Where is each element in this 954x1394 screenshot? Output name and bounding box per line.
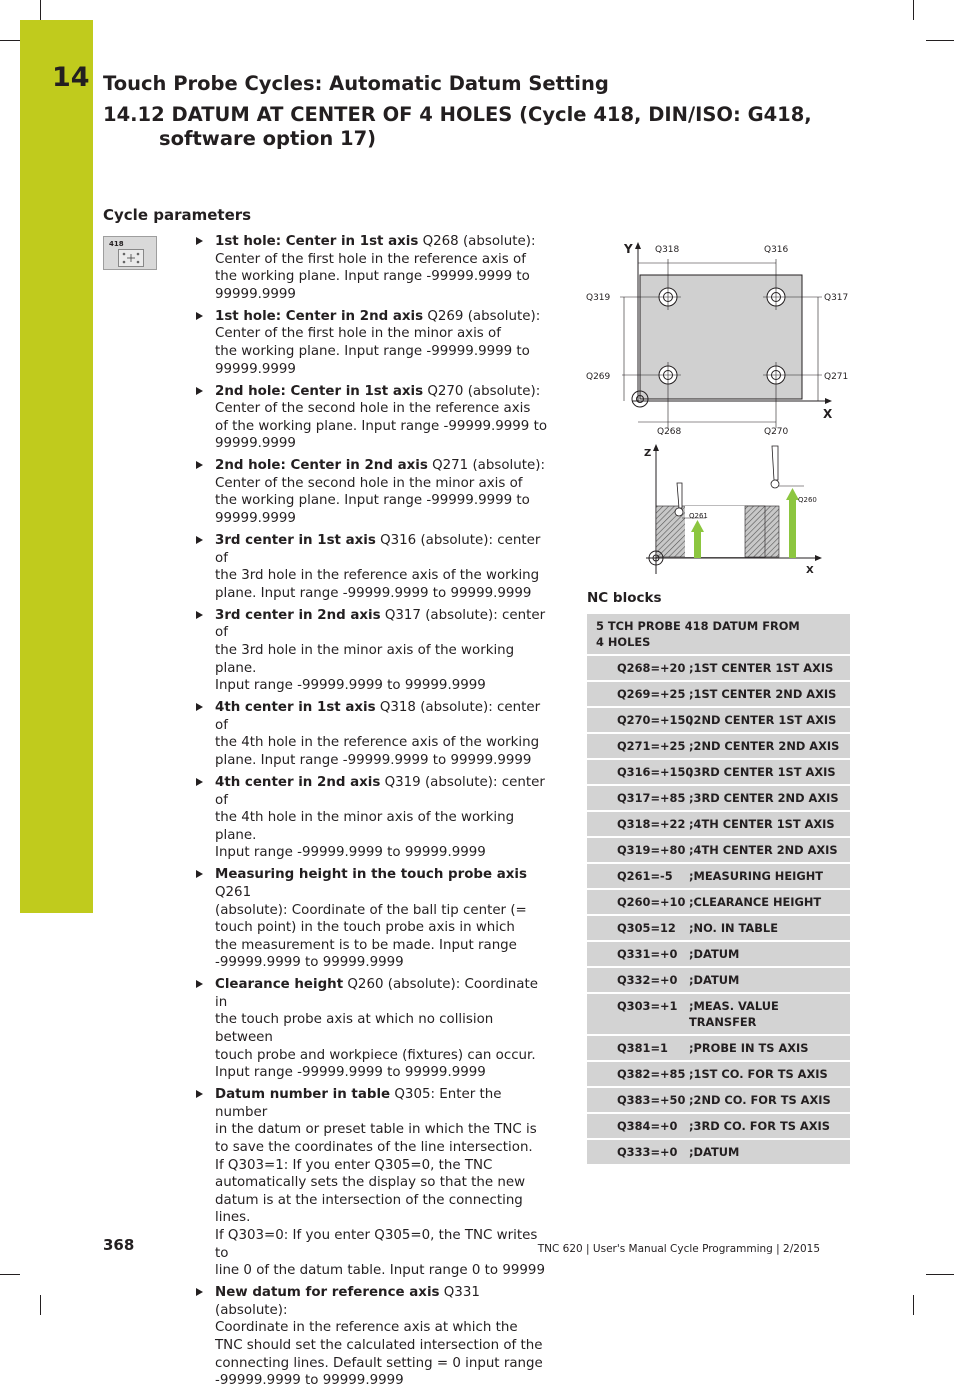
nc-comment: ;3RD CENTER 1ST AXIS [689, 765, 836, 779]
nc-row [587, 890, 850, 916]
nc-comment: ;MEAS. VALUE TRANSFER [689, 999, 779, 1029]
nc-comment: ;NO. IN TABLE [689, 921, 778, 935]
bullet-arrow-icon [196, 387, 203, 395]
parameter-name: 4th center in 2nd axis [215, 774, 381, 790]
chapter-title: Touch Probe Cycles: Automatic Datum Setting [103, 72, 609, 95]
parameter-item [196, 976, 552, 1082]
nc-row [587, 760, 850, 786]
parameter-name: New datum for reference axis [215, 1285, 440, 1301]
bullet-arrow-icon [196, 312, 203, 320]
parameter-description: Q318 (absolute): center of the 4th hole in the reference axis of the working plane. Input range -99999.9999 to 99999.9999 [215, 700, 541, 768]
nc-code: Q303=+1 [617, 999, 678, 1013]
parameter-item [196, 532, 552, 602]
nc-header-row: 5 TCH PROBE 418 DATUM FROM 4 HOLES [587, 614, 850, 656]
parameter-item [196, 308, 552, 378]
section-title-line1: 14.12 DATUM AT CENTER OF 4 HOLES (Cycle 418, DIN/ISO: G418, [103, 103, 812, 126]
parameter-item [196, 457, 552, 527]
nc-code: Q270=+150 [617, 713, 694, 727]
nc-comment: ;DATUM [689, 973, 740, 987]
parameter-item [196, 607, 552, 695]
nc-blocks-table [587, 614, 850, 1166]
nc-code: Q381=1 [617, 1041, 668, 1055]
parameter-item [196, 1086, 552, 1280]
page-number: 368 [103, 1236, 135, 1254]
chapter-sidebar [20, 20, 93, 913]
bullet-arrow-icon [196, 237, 203, 245]
section-title-line2: software option 17) [159, 127, 377, 150]
parameter-item [196, 774, 552, 862]
parameter-name: 1st hole: Center in 1st axis [215, 234, 419, 249]
nc-code: Q316=+150 [617, 765, 694, 779]
nc-row [587, 916, 850, 942]
nc-row [587, 1114, 850, 1140]
dim-label: Q268 [657, 427, 682, 437]
parameter-description: Q317 (absolute): center of the 3rd hole in the minor axis of the working plane. Input range -99999.9999 to 99999.9999 [215, 607, 546, 694]
nc-comment: ;3RD CENTER 2ND AXIS [689, 791, 839, 805]
parameter-item [196, 866, 552, 972]
z-axis-label: Z [644, 448, 652, 459]
parameter-name: Clearance height [215, 977, 344, 993]
nc-code: Q382=+85 [617, 1067, 686, 1081]
nc-code: Q331=+0 [617, 947, 678, 961]
nc-code: Q305=12 [617, 921, 676, 935]
nc-code: Q271=+25 [617, 739, 686, 753]
parameter-name: 2nd hole: Center in 1st axis [215, 383, 424, 399]
x-axis-label: X [823, 407, 833, 421]
nc-comment: ;PROBE IN TS AXIS [689, 1041, 809, 1055]
crop-mark [0, 1274, 20, 1275]
nc-row [587, 682, 850, 708]
y-axis-label: Y [624, 242, 633, 256]
cycle-parameters-heading: Cycle parameters [103, 206, 252, 224]
cycle-icon-label: 418 [109, 240, 124, 248]
parameter-description: Q270 (absolute): Center of the second hole in the reference axis of the working plane. Input range -99999.9999 to 99999.9999 [215, 383, 548, 452]
nc-comment: ;1ST CENTER 2ND AXIS [689, 687, 837, 701]
parameter-item [196, 233, 552, 303]
nc-code: Q318=+22 [617, 817, 686, 831]
nc-code: Q260=+10 [617, 895, 686, 909]
nc-code: Q383=+50 [617, 1093, 686, 1107]
nc-row [587, 1088, 850, 1114]
parameter-item [196, 1284, 552, 1390]
nc-comment: ;2ND CO. FOR TS AXIS [689, 1093, 831, 1107]
parameter-description: Q331 (absolute): Coordinate in the reference axis at which the TNC should set the calculated intersection of the connecting lines. Default setting = 0 input range -99999.9999 to 99999.9999 [215, 1285, 543, 1389]
nc-row [587, 786, 850, 812]
nc-comment: ;4TH CENTER 2ND AXIS [689, 843, 838, 857]
bullet-arrow-icon [196, 1288, 203, 1296]
parameter-item [196, 383, 552, 453]
bullet-arrow-icon [196, 778, 203, 786]
crop-mark [40, 1295, 41, 1315]
parameter-name: 1st hole: Center in 2nd axis [215, 308, 424, 324]
nc-row [587, 942, 850, 968]
crop-mark [913, 1295, 914, 1315]
nc-row [587, 838, 850, 864]
nc-row [587, 968, 850, 994]
dim-label: Q317 [824, 293, 849, 303]
parameter-name: Measuring height in the touch probe axis [215, 867, 527, 883]
nc-comment: ;3RD CO. FOR TS AXIS [689, 1119, 830, 1133]
nc-row [587, 864, 850, 890]
touch-probe-stylus [772, 446, 778, 480]
nc-blocks-heading: NC blocks [587, 590, 662, 606]
nc-code: Q269=+25 [617, 687, 686, 701]
cycle-diagram [582, 236, 852, 578]
bullet-arrow-icon [196, 870, 203, 878]
parameter-name: 3rd center in 1st axis [215, 533, 376, 549]
nc-row [587, 1036, 850, 1062]
nc-code: Q332=+0 [617, 973, 678, 987]
dim-label: Q319 [586, 293, 611, 303]
nc-comment: ;1ST CENTER 1ST AXIS [689, 661, 834, 675]
parameter-description: Q316 (absolute): center of the 3rd hole in the reference axis of the working plane. Input range -99999.9999 to 99999.9999 [215, 533, 541, 601]
nc-code: Q384=+0 [617, 1119, 678, 1133]
dim-label: Q271 [824, 372, 849, 382]
parameter-name: 4th center in 1st axis [215, 700, 376, 716]
dim-label: Q270 [764, 427, 789, 437]
nc-comment: ;2ND CENTER 2ND AXIS [689, 739, 840, 753]
nc-row [587, 1140, 850, 1166]
parameter-description: Q319 (absolute): center of the 4th hole in the minor axis of the working plane. Input range -99999.9999 to 99999.9999 [215, 774, 545, 861]
x-axis-label-side: X [806, 565, 814, 576]
nc-comment: ;4TH CENTER 1ST AXIS [689, 817, 835, 831]
parameter-description: Q260 (absolute): Coordinate in the touch probe axis at which no collision between touch probe and workpiece (fixtures) can occur. Input range -99999.9999 to 99999.9999 [215, 977, 538, 1081]
parameter-description: Q261 (absolute): Coordinate of the ball tip center (= touch point) in the touch probe axis in which the measurement is to be made. Input range -99999.9999 to 99999.9999 [215, 884, 527, 971]
crop-mark [0, 40, 20, 41]
footer-text: TNC 620 | User's Manual Cycle Programming | 2/2015 [537, 1243, 820, 1255]
cycle-418-softkey-icon [103, 236, 157, 270]
crop-mark [40, 0, 41, 20]
section-title [103, 103, 812, 151]
dim-label: Q316 [764, 245, 789, 255]
nc-row [587, 1062, 850, 1088]
parameter-item [196, 699, 552, 769]
nc-row [587, 656, 850, 682]
nc-comment: ;MEASURING HEIGHT [689, 869, 824, 883]
touch-probe-stylus [677, 483, 682, 508]
nc-row [587, 994, 850, 1036]
bullet-arrow-icon [196, 1090, 203, 1098]
dim-label: Q318 [655, 245, 680, 255]
dim-label: Q261 [689, 512, 708, 520]
crop-mark [926, 40, 954, 41]
parameter-name: 2nd hole: Center in 2nd axis [215, 458, 428, 474]
nc-code: Q261=-5 [617, 869, 673, 883]
parameter-description: Q269 (absolute): Center of the first hole in the minor axis of the working plane. Input range -99999.9999 to 99999.9999 [215, 308, 541, 377]
nc-code: Q333=+0 [617, 1145, 678, 1159]
parameter-description: Q268 (absolute): Center of the first hole in the reference axis of the working plane. Input range -99999.9999 to 99999.9999 [215, 234, 536, 302]
nc-comment: ;DATUM [689, 1145, 740, 1159]
crop-mark [913, 0, 914, 20]
nc-code: Q317=+85 [617, 791, 686, 805]
bullet-arrow-icon [196, 461, 203, 469]
bullet-arrow-icon [196, 703, 203, 711]
nc-comment: ;DATUM [689, 947, 740, 961]
nc-comment: ;2ND CENTER 1ST AXIS [689, 713, 837, 727]
nc-code: Q268=+20 [617, 661, 686, 675]
nc-row [587, 708, 850, 734]
nc-comment: ;CLEARANCE HEIGHT [689, 895, 822, 909]
nc-row [587, 812, 850, 838]
nc-comment: ;1ST CO. FOR TS AXIS [689, 1067, 828, 1081]
bullet-arrow-icon [196, 980, 203, 988]
parameter-name: Datum number in table [215, 1087, 391, 1103]
parameter-description: Q305: Enter the number in the datum or preset table in which the TNC is to save the coordinates of the line intersection. If Q303=1: If you enter Q305=0, the TNC automatically sets the display so that the new datum is at the intersection of the connecting lines. If Q303=0: If you enter Q305=0, the TNC writes to line 0 of the datum table. Input range 0 to 99999 [215, 1087, 545, 1279]
nc-code: Q319=+80 [617, 843, 686, 857]
bullet-arrow-icon [196, 536, 203, 544]
dim-label: Q269 [586, 372, 611, 382]
parameter-name: 3rd center in 2nd axis [215, 607, 381, 623]
nc-row [587, 734, 850, 760]
chapter-number: 14 [52, 62, 90, 93]
parameter-description: Q271 (absolute): Center of the second hole in the minor axis of the working plane. Input range -99999.9999 to 99999.9999 [215, 458, 545, 527]
parameter-list [196, 233, 552, 1394]
four-hole-icon [118, 249, 144, 267]
dim-label: Q260 [798, 496, 817, 504]
bullet-arrow-icon [196, 611, 203, 619]
crop-mark [926, 1274, 954, 1275]
